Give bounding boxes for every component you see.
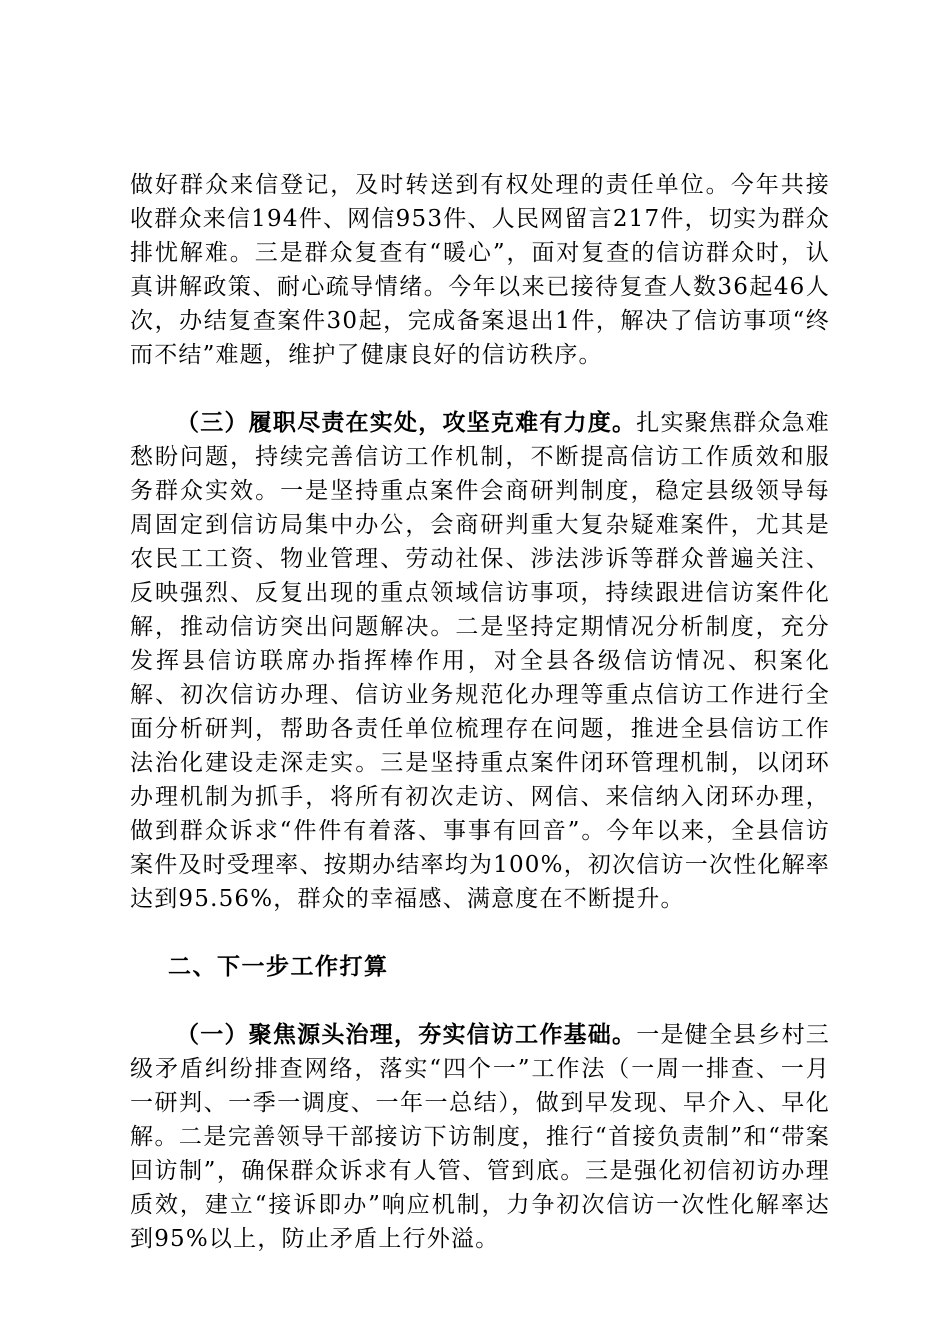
paragraph-duty-fulfillment	[130, 406, 830, 916]
paragraph-source-governance-body: 一是健全县乡村三级矛盾纠纷排查网络，落实“四个一”工作法（一周一排查、一月一研判、一季一调度、一年一总结），做到早发现、早介入、早化解。二是完善领导干部接访下访制度，推行“首接负责制”和“带案回访制”，确保群众诉求有人管、管到底。三是强化初信初访办理质效，建立“接诉即办”响应机制，力争初次信访一次性化解率达到95%以上，防止矛盾上行外溢。	[130, 1022, 830, 1252]
paragraph-complaint-handling: 做好群众来信登记，及时转送到有权处理的责任单位。今年共接收群众来信194件、网信953件、人民网留言217件，切实为群众排忧解难。三是群众复查有“暖心”，面对复查的信访群众时，认真讲解政策、耐心疏导情绪。今年以来已接待复查人数36起46人次，办结复查案件30起，完成备案退出1件，解决了信访事项“终而不结”难题，维护了健康良好的信访秩序。	[130, 172, 830, 368]
paragraph-source-governance	[130, 1018, 830, 1256]
paragraph-source-governance-title: （一）聚焦源头治理，夯实信访工作基础。	[176, 1022, 637, 1048]
document-body	[130, 168, 830, 1290]
paragraph-duty-fulfillment-title: （三）履职尽责在实处，攻坚克难有力度。	[176, 410, 637, 436]
paragraph-duty-fulfillment-body: 扎实聚焦群众急难愁盼问题，持续完善信访工作机制，不断提高信访工作质效和服务群众实效。一是坚持重点案件会商研判制度，稳定县级领导每周固定到信访局集中办公，会商研判重大复杂疑难案件，尤其是农民工工资、物业管理、劳动社保、涉法涉诉等群众普遍关注、反映强烈、反复出现的重点领域信访事项，持续跟进信访案件化解，推动信访突出问题解决。二是坚持定期情况分析制度，充分发挥县信访联席办指挥棒作用，对全县各级信访情况、积案化解、初次信访办理、信访业务规范化办理等重点信访工作进行全面分析研判，帮助各责任单位梳理存在问题，推进全县信访工作法治化建设走深走实。三是坚持重点案件闭环管理机制，以闭环办理机制为抓手，将所有初次走访、网信、来信纳入闭环办理，做到群众诉求“件件有着落、事事有回音”。今年以来，全县信访案件及时受理率、按期办结率均为100%，初次信访一次性化解率达到95.56%，群众的幸福感、满意度在不断提升。	[130, 410, 830, 912]
section-heading-next-steps: 二、下一步工作打算	[168, 954, 389, 980]
